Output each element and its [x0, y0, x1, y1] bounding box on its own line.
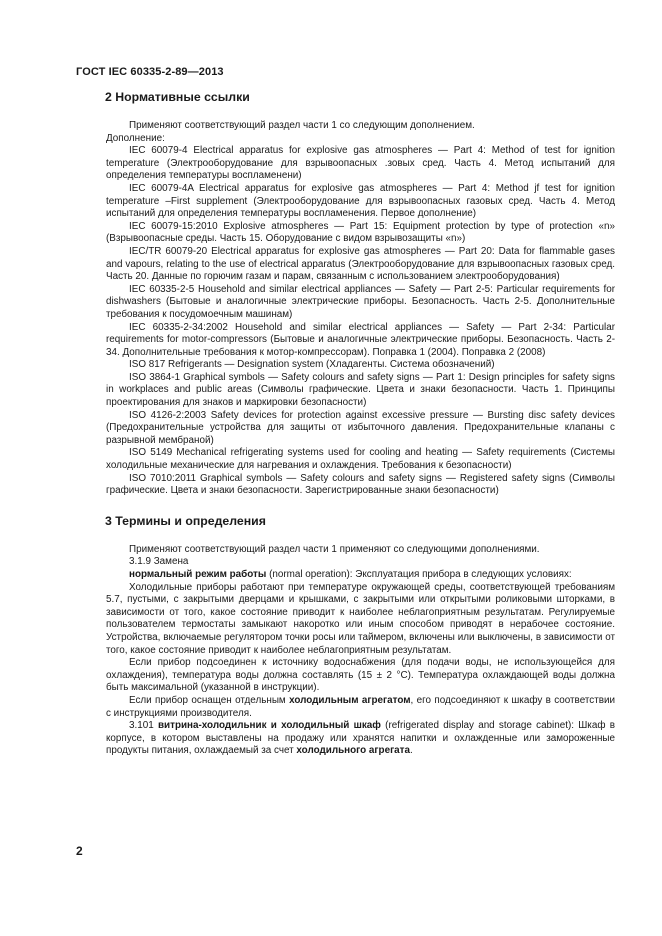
paragraph-condensing-unit — [106, 695, 615, 720]
reference-item: ISO 4126-2:2003 Safety devices for protection against excessive pressure — Bursting disc safety devices (Предохранительные устройства для защиты от избыточного давления. Предохранительные клапаны с разрывной мембраной) — [106, 409, 615, 446]
definition-text: (normal operation): Эксплуатация прибора в следующих условиях: — [266, 569, 572, 580]
term: холодильным агрегатом — [289, 694, 411, 706]
section-heading: 3 Термины и определения — [105, 513, 266, 528]
reference-item: IEC/TR 60079-20 Electrical apparatus for explosive gas atmospheres — Part 20: Data for flammable gases and vapours, relating to the use of electrical apparatus (Электрооборудование для взрывоопасных газовых сред. Часть 20. Данные по горючим газам и парам, связанным с использованием электрооборудования) — [106, 245, 615, 283]
definition-cabinet — [106, 720, 615, 758]
text: . — [410, 745, 413, 757]
term: холодильного агрегата — [296, 745, 410, 757]
page-content — [106, 90, 615, 758]
reference-item: ISO 5149 Mechanical refrigerating systems used for cooling and heating — Safety requirements (Системы холодильные механические для нагревания и охлаждения. Требования к безопасности) — [106, 447, 615, 472]
section-normative-references — [106, 90, 615, 498]
term: нормальный режим работы — [129, 569, 267, 580]
paragraph: Холодильные приборы работают при температуре окружающей среды, соответствующей требованиям 5.7, пустыми, с закрытыми дверцами и крышками, с закрытыми или открытыми роликовыми шторками, в зависимости от того, какое состояние приводит к наиболее неблагоприятным результатам. Регулируемые пользователем термостаты замыкают накоротко или иным способом приводят в нерабочее состояние. Устройства, включаемые регулятором точки росы или таймером, включены или выключены, в зависимости от того, какое состояние приводит к наиболее неблагоприятным результатам. — [106, 581, 615, 656]
reference-item: IEC 60079-4 Electrical apparatus for explosive gas atmospheres — Part 4: Method of test for ignition temperature (Электрооборудование для взрывоопасных .зовых сред. Часть 4. Метод испытаний для определения температуры воспламенени) — [106, 145, 615, 182]
definition-text: (refrigerated display and storage cabinet): Шкаф в корпусе, в котором выставлены на продажу или хранятся напитки и охлажденные или замороженные продукты питания, охлаждаемый за счет — [106, 720, 615, 757]
clause-number: 3.101 — [129, 720, 158, 732]
reference-item: IEC 60335-2-34:2002 Household and similar electrical appliances — Safety — Part 2-34: Particular requirements for motor-compressors (Бытовые и аналогичные электрические приборы. Безопасность. Часть 2-34. Дополнительные требования к мотор-компрессорам). Поправка 1 (2004). Поправка 2 (2008) — [106, 321, 615, 358]
section-heading: 2 Нормативные ссылки — [105, 90, 250, 104]
section-terms-definitions — [106, 514, 615, 758]
section-intro: Применяют соответствующий раздел части 1 применяют со следующими дополнениями. — [129, 543, 540, 555]
term: витрина-холодильник и холодильный шкаф — [157, 720, 381, 732]
paragraph: Если прибор подсоединен к источнику водоснабжения (для подачи воды, не использующейся для охлаждения), температура воды должна составлять (15 ± 2 °С). Температура охлаждающей воды должна быть максимальной (указанной в инструкции). — [106, 657, 615, 694]
reference-item: IEC 60335-2-5 Household and similar electrical appliances — Safety — Part 2-5: Particular requirements for dishwashers (Бытовые и аналогичные электрические приборы. Безопасность. Часть 2-5. Дополнительные требования к посудомоечным машинам) — [106, 283, 615, 320]
reference-item: ISO 7010:2011 Graphical symbols — Safety colours and safety signs — Registered safety signs (Символы графические. Цвета и знаки безопасности. Зарегистрированные знаки безопасности) — [106, 472, 615, 497]
page-number: 2 — [76, 844, 83, 858]
reference-item: IEC 60079-4A Electrical apparatus for explosive gas atmospheres — Part 4: Method jf test for ignition temperature –First supplement (Электрооборудование для взрывоопасных газовых сред. Часть 4. Метод испытаний для определения температуры воспламенения. Первое дополнение) — [106, 182, 615, 220]
section-intro: Применяют соответствующий раздел части 1 со следующим дополнением. — [129, 120, 475, 131]
reference-item: ISO 817 Refrigerants — Designation system (Хладагенты. Система обозначений) — [129, 359, 495, 371]
clause-replacement: 3.1.9 Замена — [129, 556, 189, 568]
addition-label: Дополнение: — [106, 132, 165, 144]
definition-normal-operation — [106, 569, 615, 582]
reference-item: ISO 3864-1 Graphical symbols — Safety colours and safety signs — Part 1: Design principles for safety signs in workplaces and public areas (Символы графические. Цвета и знаки безопасности. Часть 1. Принципы проектирования для знаков и маркировки безопасности) — [106, 371, 615, 409]
text: , его подсоединяют к шкафу в соответствии с инструкциями производителя. — [106, 694, 616, 719]
reference-item: IEC 60079-15:2010 Explosive atmospheres — Part 15: Equipment protection by type of protection «n» (Взрывоопасные среды. Часть 15. Оборудование с видом взрывозащиты «n») — [106, 220, 615, 245]
document-header: ГОСТ IEC 60335-2-89—2013 — [76, 66, 224, 78]
text: Если прибор оснащен отдельным — [129, 694, 290, 706]
